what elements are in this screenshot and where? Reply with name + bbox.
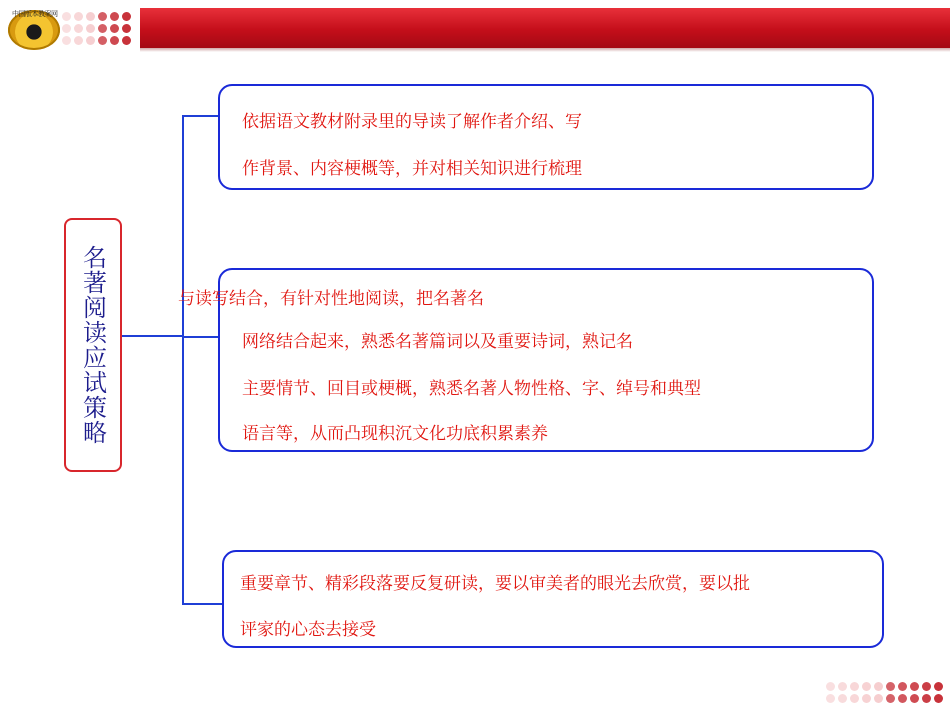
decorative-dot bbox=[874, 682, 883, 691]
decorative-dot bbox=[110, 12, 119, 21]
decorative-dot bbox=[74, 24, 83, 33]
branch-2-line-2: 网络结合起来，熟悉名著篇词以及重要诗词，熟记名 bbox=[242, 332, 633, 352]
decorative-dot bbox=[922, 694, 931, 703]
header-bar-shadow bbox=[140, 48, 950, 52]
decorative-dot bbox=[826, 682, 835, 691]
decorative-dot bbox=[98, 24, 107, 33]
logo-text: 中国版本教案网 bbox=[12, 10, 58, 18]
branch-2-line-4: 语言等，从而凸现积沉文化功底积累素养 bbox=[242, 424, 548, 444]
decorative-dot bbox=[122, 24, 131, 33]
decorative-dot bbox=[874, 694, 883, 703]
branch-2-line-3: 主要情节、回目或梗概，熟悉名著人物性格、字、绰号和典型 bbox=[242, 379, 701, 399]
tree-root-connector bbox=[122, 335, 184, 337]
decorative-dot bbox=[862, 694, 871, 703]
decorative-dot bbox=[74, 12, 83, 21]
decorative-dot bbox=[934, 682, 943, 691]
branch-1-line-1: 依据语文教材附录里的导读了解作者介绍、写 bbox=[242, 112, 582, 132]
tree-vertical-spine bbox=[182, 115, 184, 605]
tree-branch-1-connector bbox=[182, 115, 220, 117]
decorative-dot bbox=[74, 36, 83, 45]
root-node-label: 名著阅读应试策略 bbox=[78, 245, 107, 445]
decorative-dot bbox=[122, 36, 131, 45]
decorative-dot bbox=[910, 694, 919, 703]
decorative-dot bbox=[98, 12, 107, 21]
decorative-dot bbox=[838, 682, 847, 691]
decorative-dot bbox=[850, 694, 859, 703]
decorative-dot bbox=[86, 24, 95, 33]
decorative-dot bbox=[86, 36, 95, 45]
branch-2-line-1: 与读写结合，有针对性地阅读，把名著名 bbox=[178, 289, 484, 309]
decorative-dot bbox=[62, 12, 71, 21]
tree-branch-3-connector bbox=[182, 603, 222, 605]
decorative-dot bbox=[862, 682, 871, 691]
root-node bbox=[64, 218, 122, 472]
decorative-dot bbox=[934, 694, 943, 703]
decorative-dot bbox=[886, 682, 895, 691]
branch-3-line-1: 重要章节、精彩段落要反复研读，要以审美者的眼光去欣赏，要以批 bbox=[240, 574, 750, 594]
decorative-dot bbox=[110, 36, 119, 45]
tree-branch-2-connector bbox=[182, 336, 220, 338]
branch-3-line-2: 评家的心态去接受 bbox=[240, 620, 376, 640]
decorative-dot bbox=[826, 694, 835, 703]
decorative-dot bbox=[910, 682, 919, 691]
decorative-dot bbox=[886, 694, 895, 703]
decorative-dot bbox=[98, 36, 107, 45]
decorative-dot bbox=[62, 36, 71, 45]
decorative-dot bbox=[898, 682, 907, 691]
decorative-dot bbox=[110, 24, 119, 33]
branch-1-line-2: 作背景、内容梗概等，并对相关知识进行梳理 bbox=[242, 159, 582, 179]
decorative-dot bbox=[850, 682, 859, 691]
decorative-dot bbox=[86, 12, 95, 21]
decorative-dot bbox=[122, 12, 131, 21]
decorative-dot bbox=[898, 694, 907, 703]
header-bar bbox=[140, 8, 950, 48]
decorative-dot bbox=[62, 24, 71, 33]
decorative-dot bbox=[922, 682, 931, 691]
decorative-dot bbox=[838, 694, 847, 703]
